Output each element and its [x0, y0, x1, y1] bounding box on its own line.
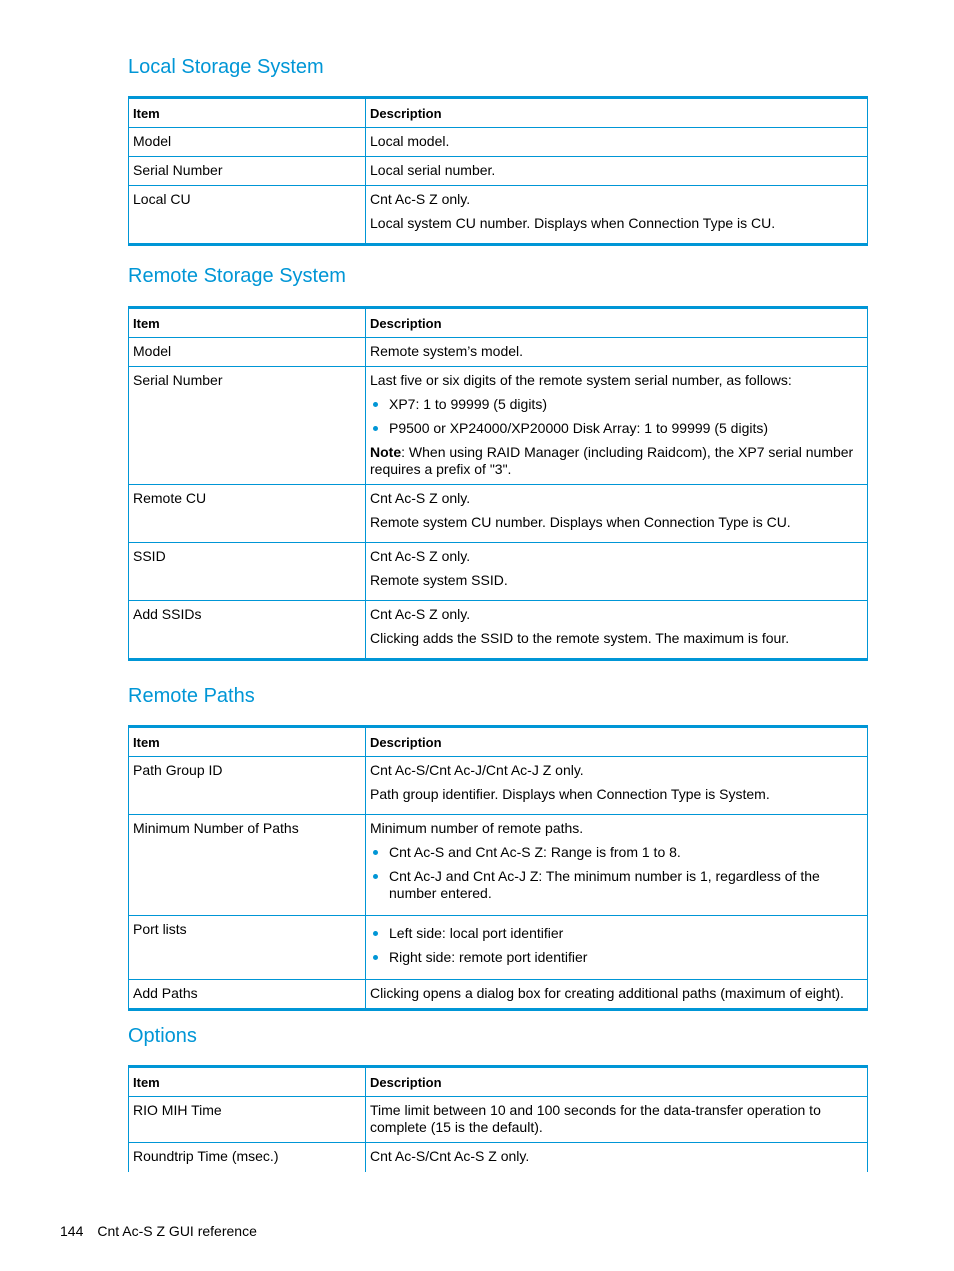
table-row — [129, 157, 868, 186]
bullet-icon — [373, 931, 378, 936]
note-label: Note — [370, 444, 402, 460]
row-description — [366, 916, 868, 980]
row-item: SSID — [129, 543, 366, 601]
section-heading-options: Options — [128, 1025, 197, 1047]
column-header-description: Description — [366, 98, 868, 128]
description-text: Remote system CU number. Displays when Connection Type is CU. — [370, 514, 791, 530]
table-row — [129, 1143, 868, 1173]
footer-title: Cnt Ac-S Z GUI reference — [97, 1223, 257, 1239]
row-description — [366, 980, 868, 1010]
row-description — [366, 157, 868, 186]
row-item: Roundtrip Time (msec.) — [129, 1143, 366, 1173]
bullet-icon — [373, 426, 378, 431]
table-row — [129, 367, 868, 485]
description-text: Cnt Ac-S Z only. — [370, 191, 471, 207]
bullet-icon — [373, 874, 378, 879]
list-item-text: Left side: local port identifier — [389, 925, 564, 941]
note-text — [370, 444, 863, 478]
section-heading-local-storage-system: Local Storage System — [128, 56, 324, 78]
local-storage-system-table — [128, 96, 868, 246]
table-header-row — [129, 1067, 868, 1097]
section-heading-remote-paths: Remote Paths — [128, 685, 255, 707]
page-footer — [60, 1223, 257, 1239]
list-item-text: Cnt Ac-S and Cnt Ac-S Z: Range is from 1 to 8. — [389, 844, 681, 860]
description-text: Remote system’s model. — [370, 343, 524, 359]
column-header-item: Item — [129, 1067, 366, 1097]
section-heading-remote-storage-system: Remote Storage System — [128, 265, 346, 287]
description-text: Minimum number of remote paths. — [370, 820, 584, 836]
description-text: Path group identifier. Displays when Connection Type is System. — [370, 786, 770, 802]
row-description — [366, 1097, 868, 1143]
remote-storage-system-table — [128, 306, 868, 661]
table-row — [129, 601, 868, 660]
table-row — [129, 485, 868, 543]
row-item: Path Group ID — [129, 757, 366, 815]
column-header-item: Item — [129, 727, 366, 757]
column-header-item: Item — [129, 98, 366, 128]
row-item: Model — [129, 338, 366, 367]
row-description — [366, 485, 868, 543]
description-text: Time limit between 10 and 100 seconds for the data-transfer operation to complete (15 is the default). — [370, 1102, 821, 1135]
table-row — [129, 128, 868, 157]
column-header-description: Description — [366, 308, 868, 338]
description-text: Last five or six digits of the remote system serial number, as follows: — [370, 372, 792, 388]
remote-paths-table — [128, 725, 868, 1011]
description-text: Cnt Ac-S Z only. — [370, 548, 471, 564]
description-text: Clicking opens a dialog box for creating additional paths (maximum of eight). — [370, 985, 844, 1001]
row-description — [366, 815, 868, 916]
page-number: 144 — [60, 1223, 84, 1239]
description-text: Cnt Ac-S Z only. — [370, 606, 471, 622]
bullet-icon — [373, 850, 378, 855]
row-description — [366, 367, 868, 485]
table-row — [129, 543, 868, 601]
row-description — [366, 757, 868, 815]
description-text: Cnt Ac-S Z only. — [370, 490, 471, 506]
description-text: Local system CU number. Displays when Connection Type is CU. — [370, 215, 776, 231]
row-item: Remote CU — [129, 485, 366, 543]
list-item-text: P9500 or XP24000/XP20000 Disk Array: 1 to 99999 (5 digits) — [389, 420, 769, 436]
column-header-description: Description — [366, 727, 868, 757]
bullet-list — [370, 396, 863, 437]
list-item-text: Right side: remote port identifier — [389, 949, 588, 965]
table-header-row — [129, 98, 868, 128]
row-item: Add Paths — [129, 980, 366, 1010]
list-item — [370, 396, 863, 413]
table-row — [129, 186, 868, 245]
list-item — [370, 925, 863, 942]
row-item: Serial Number — [129, 367, 366, 485]
table-row — [129, 980, 868, 1010]
description-text: Local model. — [370, 133, 450, 149]
list-item-text: XP7: 1 to 99999 (5 digits) — [389, 396, 547, 412]
row-item: Minimum Number of Paths — [129, 815, 366, 916]
list-item-text: Cnt Ac-J and Cnt Ac-J Z: The minimum number is 1, regardless of the number entered. — [389, 868, 820, 901]
list-item — [370, 420, 863, 437]
bullet-icon — [373, 955, 378, 960]
list-item — [370, 949, 863, 966]
table-row — [129, 916, 868, 980]
description-text: Clicking adds the SSID to the remote system. The maximum is four. — [370, 630, 790, 646]
description-text: Remote system SSID. — [370, 572, 508, 588]
table-header-row — [129, 727, 868, 757]
note-body: : When using RAID Manager (including Raidcom), the XP7 serial number requires a prefix of "3". — [370, 444, 854, 477]
row-description — [366, 338, 868, 367]
column-header-item: Item — [129, 308, 366, 338]
options-table — [128, 1065, 868, 1172]
row-description — [366, 601, 868, 660]
column-header-description: Description — [366, 1067, 868, 1097]
row-description — [366, 186, 868, 245]
list-item — [370, 868, 863, 902]
row-item: Serial Number — [129, 157, 366, 186]
description-text: Cnt Ac-S/Cnt Ac-J/Cnt Ac-J Z only. — [370, 762, 584, 778]
row-description — [366, 128, 868, 157]
row-item: RIO MIH Time — [129, 1097, 366, 1143]
row-description — [366, 1143, 868, 1173]
row-item: Port lists — [129, 916, 366, 980]
list-item — [370, 844, 863, 861]
row-item: Add SSIDs — [129, 601, 366, 660]
bullet-icon — [373, 402, 378, 407]
table-row — [129, 815, 868, 916]
row-item: Local CU — [129, 186, 366, 245]
bullet-list — [370, 925, 863, 966]
description-text: Local serial number. — [370, 162, 496, 178]
description-text: Cnt Ac-S/Cnt Ac-S Z only. — [370, 1148, 530, 1164]
table-row — [129, 338, 868, 367]
bullet-list — [370, 844, 863, 902]
table-header-row — [129, 308, 868, 338]
row-item: Model — [129, 128, 366, 157]
table-row — [129, 757, 868, 815]
table-row — [129, 1097, 868, 1143]
row-description — [366, 543, 868, 601]
